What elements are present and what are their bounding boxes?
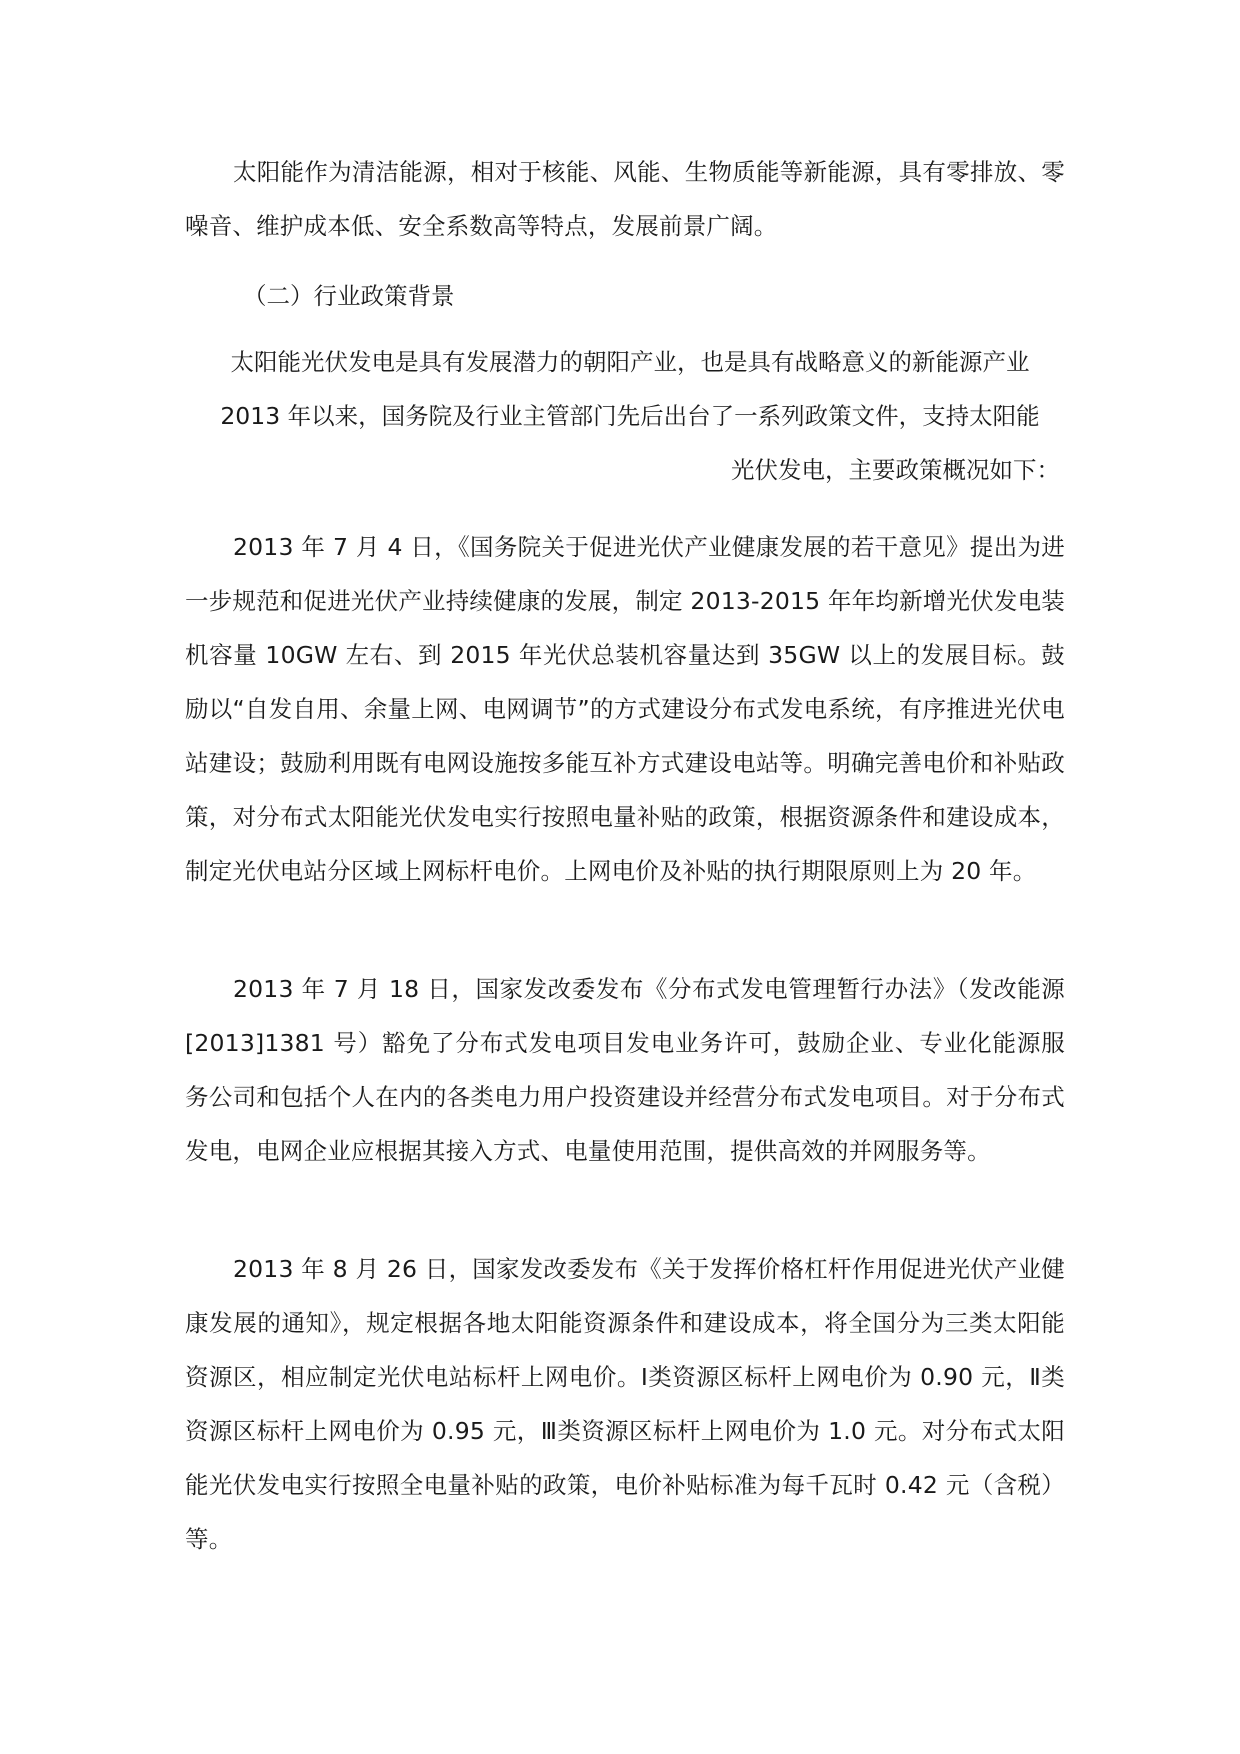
policy-lead-line-3: 光伏发电，主要政策概况如下： xyxy=(731,456,1060,484)
section-heading: （二）行业政策背景 xyxy=(243,282,455,310)
policy-paragraph-3: 2013 年 8 月 26 日，国家发改委发布《关于发挥价格杠杆作用促进光伏产业健康发展的通知》，规定根据各地太阳能资源条件和建设成本，将全国分为三类太阳能资源区，相应制定光伏电站标杆上网电价。Ⅰ类资源区标杆上网电价为 0.90 元，Ⅱ类资源区标杆上网电价为 0.95 元，Ⅲ类资源区标杆上网电价为 1.0 元。对分布式太阳能光伏发电实行按照全电量补贴的政策，电价补贴标准为每千瓦时 0.42 元（含税）等。 xyxy=(185,1255,1065,1553)
policy-paragraph-1: 2013 年 7 月 4 日，《国务院关于促进光伏产业健康发展的若干意见》提出为进一步规范和促进光伏产业持续健康的发展，制定 2013-2015 年年均新增光伏发电装机容量 10GW 左右、到 2015 年光伏总装机容量达到 35GW 以上的发展目标。鼓励以“自发自用、余量上网、电网调节”的方式建设分布式发电系统，有序推进光伏电站建设；鼓励利用既有电网设施按多能互补方式建设电站等。明确完善电价和补贴政策，对分布式太阳能光伏发电实行按照电量补贴的政策，根据资源条件和建设成本，制定光伏电站分区域上网标杆电价。上网电价及补贴的执行期限原则上为 20 年。 xyxy=(185,533,1065,885)
intro-paragraph: 太阳能作为清洁能源，相对于核能、风能、生物质能等新能源，具有零排放、零噪音、维护成本低、安全系数高等特点，发展前景广阔。 xyxy=(185,158,1065,240)
policy-paragraph-2: 2013 年 7 月 18 日，国家发改委发布《分布式发电管理暂行办法》（发改能源 [2013]1381 号）豁免了分布式发电项目发电业务许可，鼓励企业、专业化能源服务公司和包括个人在内的各类电力用户投资建设并经营分布式发电项目。对于分布式发电，电网企业应根据其接入方式、电量使用范围，提供高效的并网服务等。 xyxy=(185,975,1065,1165)
policy-lead-line-2: 2013 年以来，国务院及行业主管部门先后出台了一系列政策文件，支持太阳能 xyxy=(220,402,1040,430)
policy-lead-line-1: 太阳能光伏发电是具有发展潜力的朝阳产业，也是具有战略意义的新能源产业 xyxy=(230,348,1030,376)
